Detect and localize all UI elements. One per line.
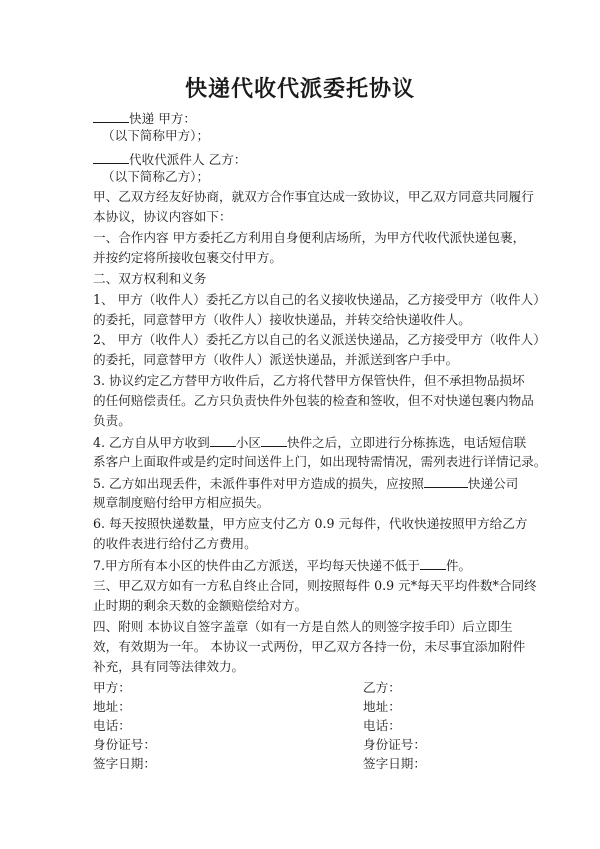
intro-line-1: 甲、乙双方经友好协商，就双方合作事宜达成一致协议，甲乙双方同意共同履行 [93,189,534,204]
sig-left-phone: 电话： [93,718,131,733]
party-a-blank [93,109,129,123]
clause6-line-2: 的收件表进行给付乙方费用。 [93,536,257,551]
section3-line-1: 三、甲乙双方如有一方私自终止合同，则按照每件 0.9 元*每天平均件数*合同终 [93,578,537,593]
sig-right-address: 地址： [363,699,401,714]
clause4-line-1: 4. 乙方自从甲方收到 小区 快件之后，立即进行分栋拣选，电话短信联 [93,435,527,450]
party-b-note: （以下简称乙方）； [102,169,210,184]
sig-right-party: 乙方： [363,680,401,695]
clause7-line: 7.甲方所有本小区的快件由乙方派送，平均每天快递不低于 件。 [93,558,472,573]
sig-right-date: 签字日期： [363,756,426,771]
section1-line-2: 并按约定将所接收包裹交付甲方。 [93,250,282,265]
sig-right-phone: 电话： [363,718,401,733]
section1-line-1: 一、合作内容 甲方委托乙方利用自身便利店场所，为甲方代收代派快递包裹， [93,230,526,245]
clause1-line-1: 1、 甲方（收件人）委托乙方以自己的名义接收快递品，乙方接受甲方（收件人） [93,292,546,307]
clause3-line-1: 3. 协议约定乙方替甲方收件后，乙方将代替甲方保管快件，但不承担物品损坏 [93,373,525,388]
clause2-line-1: 2、 甲方（收件人）委托乙方以自己的名义派送快递品，乙方接受甲方（收件人） [93,332,546,347]
sig-right-id: 身份证号： [363,737,426,752]
clause5-blank [424,474,468,488]
clause2-line-2: 的委托，同意替甲方（收件人）派送快递品，并派送到客户手中。 [93,352,459,367]
party-a-line: 快递 甲方： [93,109,196,128]
section4-line-1: 四、附则 本协议自签字盖章（如有一方是自然人的则签字按手印）后立即生 [93,619,513,634]
section4-line-2: 效，有效期为一年。 本协议一式两份，甲乙双方各持一份，未尽事宜添加附件 [93,639,526,654]
sig-left-date: 签字日期： [93,756,156,771]
party-b-line: 代收代派件人 乙方： [93,150,246,169]
section2-heading: 二、双方权利和义务 [93,271,207,286]
sig-left-id: 身份证号： [93,737,156,752]
clause7-blank [420,556,446,570]
clause4-blank-1 [210,433,236,447]
clause3-line-2: 的任何赔偿责任。乙方只负责快件外包装的检查和签收，但不对快递包裹内物品 [93,393,534,408]
party-a-note: （以下简称甲方）； [102,128,210,143]
clause5-line-1: 5. 乙方如出现丢件，未派件事件对甲方造成的损失，应按照 快递公司 [93,476,519,491]
clause4-line-2: 系客户上面取件或是约定时间送件上门，如出现特需情况，需列表进行详情记录。 [93,454,547,469]
clause4-blank-2 [261,433,287,447]
clause1-line-2: 的委托，同意替甲方（收件人）接收快递品，并转交给快递收件人。 [93,312,471,327]
party-b-blank [93,150,129,164]
document-title: 快递代收代派委托协议 [184,76,415,102]
sig-left-party: 甲方： [93,680,131,695]
sig-left-address: 地址： [93,699,131,714]
clause3-line-3: 负责。 [93,413,131,428]
intro-line-2: 本协议，协议内容如下： [93,209,232,224]
clause6-line-1: 6. 每天按照快递数量，甲方应支付乙方 0.9 元每件，代收快递按照甲方给乙方 [93,516,528,531]
section4-line-3: 补充，具有同等法律效力。 [93,659,245,674]
section3-line-2: 止时期的剩余天数的金额赔偿给对方。 [93,598,308,613]
clause5-line-2: 规章制度赔付给甲方相应损失。 [93,495,270,510]
